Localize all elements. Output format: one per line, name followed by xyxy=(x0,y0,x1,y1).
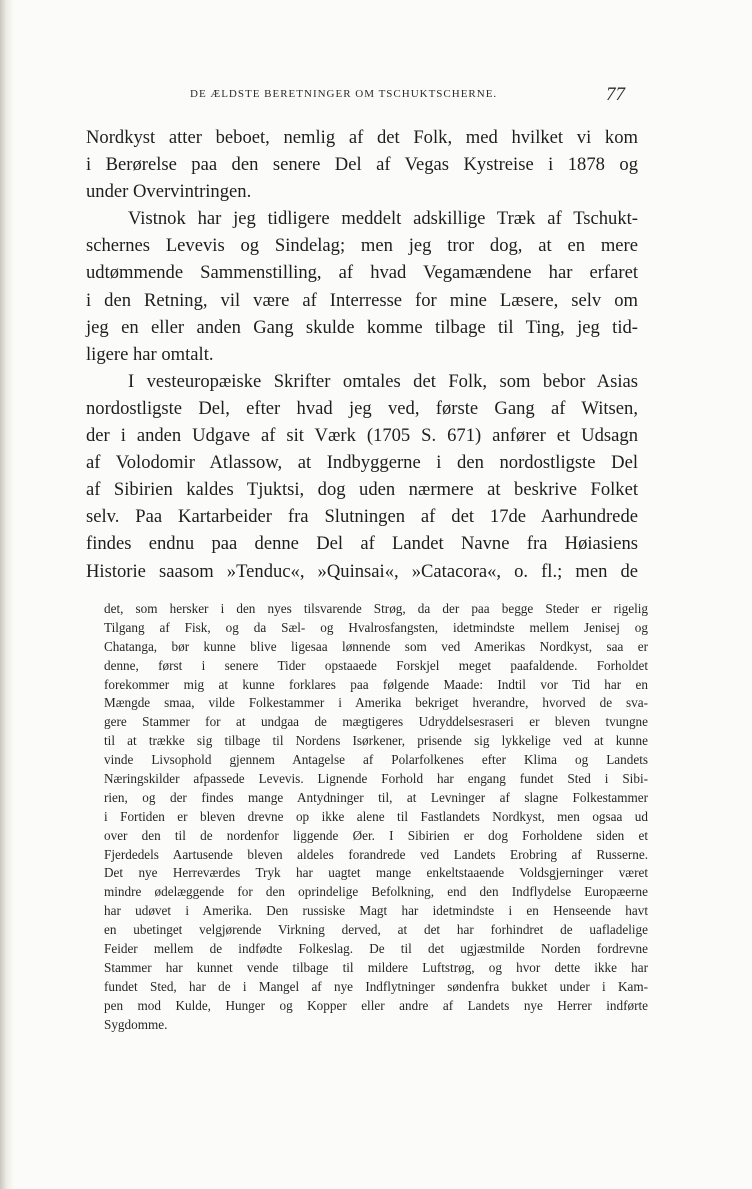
footnote-line: har udøvet i Amerika. Den russiske Magt har idetmindste i en Henseende havt xyxy=(104,903,648,919)
footnote-line: Tilgang af Fisk, og da Sæl- og Hvalrosfangsten, idetmindste mellem Jenisej og xyxy=(104,619,648,635)
text-line: Nordkyst atter beboet, nemlig af det Folk, med hvilket vi kom xyxy=(86,127,638,148)
main-text xyxy=(86,124,638,585)
footnote-line: gere Stammer for at undgaa de mægtigeres Udryddelsesraseri er bleven tvungne xyxy=(104,714,648,730)
footnote-line: til at trække sig tilbage til Nordens Isørkener, prisende sig lykkelige ved at kunne xyxy=(104,733,648,749)
text-line: Vistnok har jeg tidligere meddelt adskillige Træk af Tschukt- xyxy=(128,208,638,230)
footnote-line: det, som hersker i den nyes tilsvarende Strøg, da der paa begge Steder er rigelig xyxy=(104,601,648,616)
footnote-line: en ubetinget velgjørende Virkning derved, at det har forhindret de uafladelige xyxy=(104,922,648,938)
text-line: jeg en eller anden Gang skulde komme tilbage til Ting, jeg tid- xyxy=(86,316,638,338)
running-title: DE ÆLDSTE BERETNINGER OM TSCHUKTSCHERNE. xyxy=(190,88,498,100)
text-line: Historie saasom »Tenduc«, »Quinsai«, »Catacora«, o. fl.; men de xyxy=(86,560,638,582)
text-line: i den Retning, vil være af Interresse for mine Læsere, selv om xyxy=(86,289,638,311)
footnote-line: Stammer har kunnet vende tilbage til mildere Luftstrøg, og hvor dette ikke har xyxy=(104,959,648,975)
footnote-line: over den til de nordenfor liggende Øer. I Sibirien er dog Forholdene siden et xyxy=(104,827,648,843)
footnote-line: Næringskilder afpassede Levevis. Lignende Forhold har engang fundet Sted i Sibi- xyxy=(104,771,648,787)
text-line: af Volodomir Atlassow, at Indbyggerne i den nordostligste Del xyxy=(86,452,638,474)
footnote-line: Det nye Herreværdes Tryk har uagtet mange enkeltstaaende Voldsgjerninger været xyxy=(104,865,648,881)
footnote-line: forekommer mig at kunne forklares paa følgende Maade: Indtil vor Tid har en xyxy=(104,676,648,692)
footnote-line: mindre ødelæggende for den oprindelige Befolkning, end den Indflydelse Europæerne xyxy=(104,884,648,900)
text-line: af Sibirien kaldes Tjuktsi, dog uden nærmere at beskrive Folket xyxy=(86,479,638,501)
footnote-line: vinde Livsophold gjennem Antagelse af Polarfolkenes efter Klima og Landets xyxy=(104,752,648,768)
footnote-line: denne, først i senere Tider opstaaede Forskjel meget paafaldende. Forholdet xyxy=(104,657,648,673)
text-line: schernes Levevis og Sindelag; men jeg tror dog, at en mere xyxy=(86,235,638,257)
text-line: findes endnu paa denne Del af Landet Navne fra Høiasiens xyxy=(86,533,638,555)
footnote-line: Chatanga, bør kunne blive ligesaa lønnende som ved Amerikas Nordkyst, saa er xyxy=(104,638,648,654)
footnote-line: Feider mellem de indfødte Folkeslag. De til det ugjæstmilde Norden fordrevne xyxy=(104,941,648,957)
footnote xyxy=(104,600,648,1034)
footnote-line: Mængde smaa, vilde Folkestammer i Amerika bekriget hverandre, hvorved de sva- xyxy=(104,695,648,711)
footnote-line: pen mod Kulde, Hunger og Kopper eller andre af Landets nye Herrer indførte xyxy=(104,997,648,1013)
text-line: udtømmende Sammenstilling, af hvad Vegamændene har erfaret xyxy=(86,262,638,284)
text-line: under Overvintringen. xyxy=(86,181,252,203)
text-line: der i anden Udgave af sit Værk (1705 S. 671) anfører et Udsagn xyxy=(86,425,638,447)
page-number: 77 xyxy=(606,84,625,105)
text-line: ligere har omtalt. xyxy=(86,343,214,365)
text-line: i Berørelse paa den senere Del af Vegas Kystreise i 1878 og xyxy=(86,154,638,176)
footnote-line: rien, og der findes mange Antydninger til, at Levninger af slagne Folkestammer xyxy=(104,789,648,805)
text-line: nordostligste Del, efter hvad jeg ved, første Gang af Witsen, xyxy=(86,397,638,419)
text-line: selv. Paa Kartarbeider fra Slutningen af det 17de Aarhundrede xyxy=(86,506,638,528)
footnote-line: Fjerdedels Aartusende bleven aldeles forandrede ved Landets Erobring af Russerne. xyxy=(104,846,648,862)
page-gutter-shadow xyxy=(0,0,14,1189)
text-line: I vesteuropæiske Skrifter omtales det Folk, som bebor Asias xyxy=(128,370,638,392)
footnote-line: i Fortiden er bleven drevne op ikke alene til Fastlandets Nordkyst, men ogsaa ud xyxy=(104,808,648,824)
footnote-line: Sygdomme. xyxy=(104,1016,168,1032)
footnote-line: fundet Sted, har de i Mangel af nye Indflytninger søndenfra bukket under i Kam- xyxy=(104,978,648,994)
